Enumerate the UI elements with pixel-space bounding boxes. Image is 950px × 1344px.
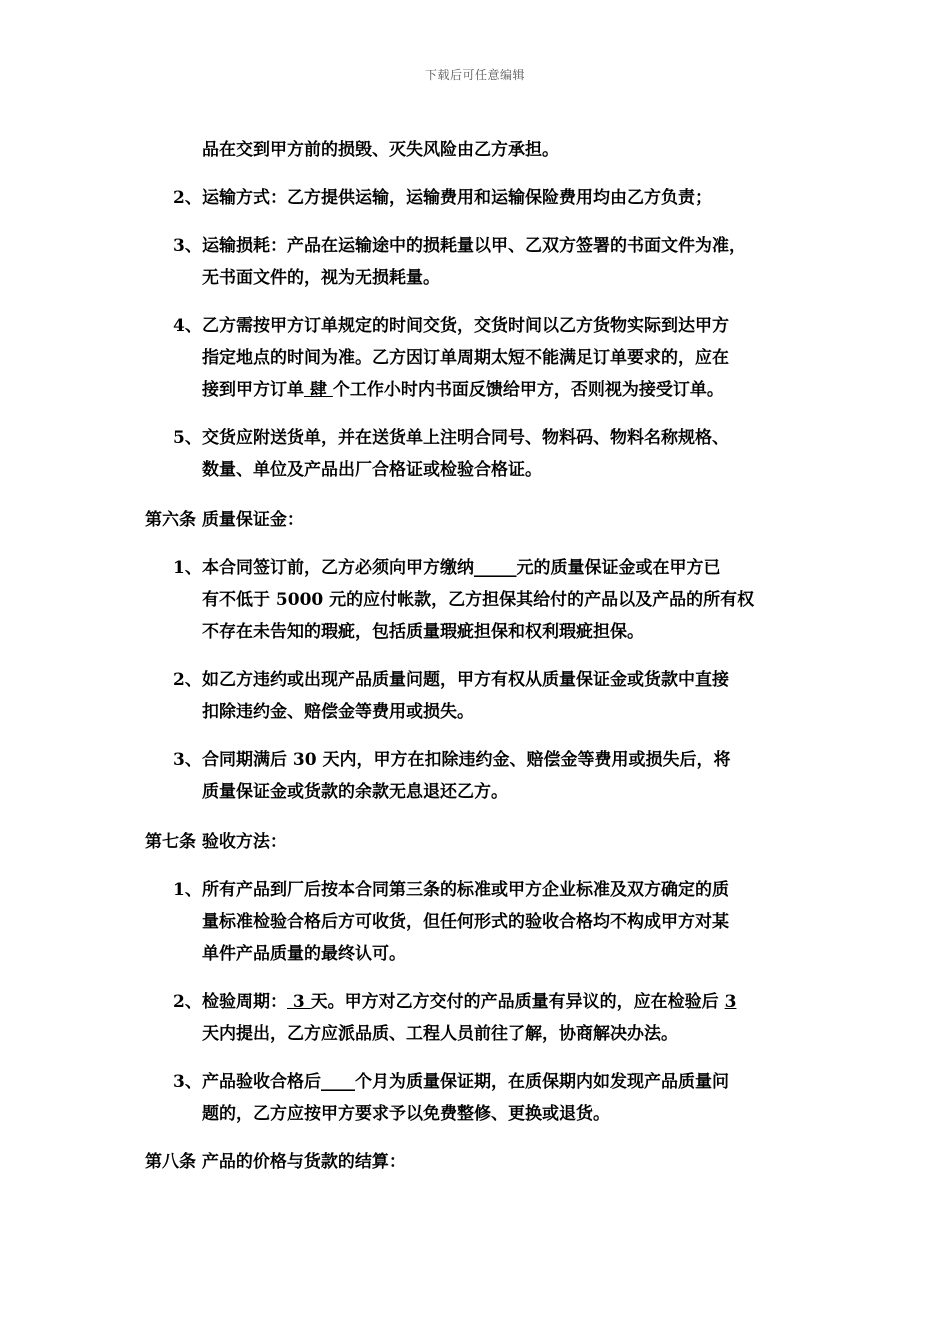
list-item-warranty [145, 1066, 825, 1130]
item-line [202, 552, 825, 584]
item-line: 题的，乙方应按甲方要求予以免费整修、更换或退货。 [202, 1104, 610, 1124]
section-heading-8: 第八条 产品的价格与货款的结算： [145, 1152, 406, 1172]
text-run: 检验周期： [202, 992, 287, 1012]
text-run: 产品验收合格后 [202, 1072, 321, 1092]
list-item-inspection-period [145, 986, 825, 1050]
item-line: 天内提出，乙方应派品质、工程人员前往了解，协商解决办法。 [202, 1024, 678, 1044]
item-number: 2、 [173, 992, 202, 1012]
text-run: 天。甲方对乙方交付的产品质量有异议的，应在检验后 [310, 992, 725, 1012]
item-line: 指定地点的时间为准。乙方因订单周期太短不能满足订单要求的，应在 [202, 348, 729, 368]
item-line [202, 374, 825, 406]
list-item-deposit [145, 552, 825, 648]
list-item-transport-method [145, 182, 825, 214]
text-run: 个月为质量保证期，在质保期内如发现产品质量问 [355, 1072, 729, 1092]
section-heading-6: 第六条 质量保证金： [145, 510, 304, 530]
item-line: 所有产品到厂后按本合同第三条的标准或甲方企业标准及双方确定的质 [202, 880, 729, 900]
item-line: 单件产品质量的最终认可。 [202, 944, 406, 964]
item-line [202, 1066, 825, 1098]
item-line: 乙方需按甲方订单规定的时间交货，交货时间以乙方货物实际到达甲方 [202, 316, 729, 336]
item-line: 扣除违约金、赔偿金等费用或损失。 [202, 702, 474, 722]
underlined-value: 3 [287, 992, 311, 1012]
item-line: 如乙方违约或出现产品质量问题，甲方有权从质量保证金或货款中直接 [202, 670, 729, 690]
contract-body [145, 134, 825, 1178]
item-line: 量标准检验合格后方可收货，但任何形式的验收合格均不构成甲方对某 [202, 912, 729, 932]
text-run: 元的质量保证金或在甲方已 [516, 558, 721, 578]
text-run: 本合同签订前，乙方必须向甲方缴纳 [202, 558, 474, 578]
item-number: 4、 [173, 316, 202, 336]
list-item-delivery-note [145, 422, 825, 486]
blank-field: ____ [321, 1072, 355, 1092]
item-line: 质量保证金或货款的余款无息退还乙方。 [202, 782, 508, 802]
item-number: 1、 [173, 558, 202, 578]
item-line: 不存在未告知的瑕疵，包括质量瑕疵担保和权利瑕疵担保。 [202, 622, 644, 642]
item-line: 运输方式：乙方提供运输，运输费用和运输保险费用均由乙方负责； [202, 188, 712, 208]
item-line: 运输损耗：产品在运输途中的损耗量以甲、乙双方签署的书面文件为准， [202, 236, 746, 256]
item-number: 2、 [173, 188, 202, 208]
item-line: 合同期满后 30 天内，甲方在扣除违约金、赔偿金等费用或损失后，将 [202, 750, 731, 770]
blank-field: _____ [474, 558, 517, 578]
item-line: 有不低于 5000 元的应付帐款，乙方担保其给付的产品以及产品的所有权 [202, 590, 755, 610]
item-number: 5、 [173, 428, 202, 448]
section-heading-7: 第七条 验收方法： [145, 832, 287, 852]
list-item-refund [145, 744, 825, 808]
item-number: 3、 [173, 1072, 202, 1092]
item-line: 数量、单位及产品出厂合格证或检验合格证。 [202, 460, 542, 480]
item-number: 1、 [173, 880, 202, 900]
underlined-value: 肆 [304, 380, 333, 400]
item-line: 无书面文件的，视为无损耗量。 [202, 268, 440, 288]
item-number: 3、 [173, 236, 202, 256]
item-line [202, 986, 825, 1018]
paragraph-continuation: 品在交到甲方前的损毁、灭失风险由乙方承担。 [202, 140, 559, 160]
item-number: 2、 [173, 670, 202, 690]
list-item-transport-loss [145, 230, 825, 294]
item-line: 交货应附送货单，并在送货单上注明合同号、物料码、物料名称规格、 [202, 428, 729, 448]
item-number: 3、 [173, 750, 202, 770]
list-item-deduction [145, 664, 825, 728]
underlined-value: 3 [724, 992, 737, 1012]
page-watermark: 下载后可任意编辑 [424, 68, 525, 82]
list-item-acceptance [145, 874, 825, 970]
list-item-delivery-time [145, 310, 825, 406]
text-run: 接到甲方订单 [202, 380, 304, 400]
text-run: 个工作小时内书面反馈给甲方，否则视为接受订单。 [332, 380, 724, 400]
